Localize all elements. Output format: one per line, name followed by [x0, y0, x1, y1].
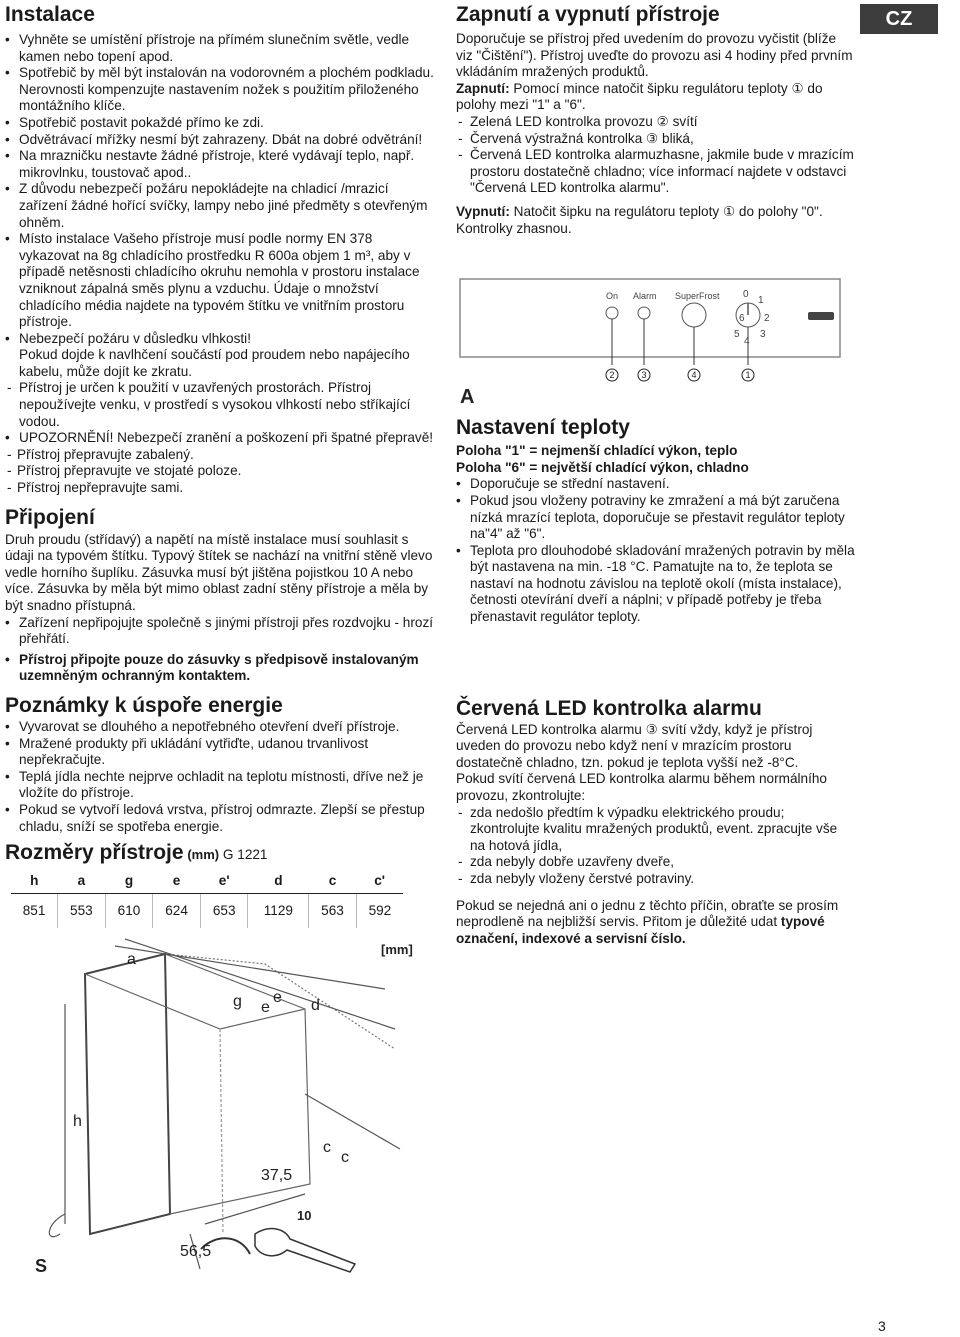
alarm-dash-item: - zda nebyly vloženy čerstvé potraviny.: [456, 871, 856, 888]
zapnuti-on: [456, 81, 856, 114]
dim-label-h: h: [73, 1112, 82, 1130]
dimensions-table: [11, 870, 403, 928]
instalace-item: • Spotřebič by měl být instalován na vodorovném a plochém podkladu. Nerovnosti kompenzujte nastavením nožek s použitím přiloženého montážního klíče.: [5, 65, 435, 115]
diagram-label-s: S: [35, 1255, 48, 1276]
alarm-intro: Červená LED kontrolka alarmu ③ svítí vždy, když je přístroj uveden do provozu nebo když není v mrazícím prostoru dostatečně chladno, tzn. pokud je teplota vyšší než -8°C.: [456, 721, 813, 770]
control-panel-diagram: [456, 275, 856, 405]
dim-label-d: d: [311, 996, 320, 1014]
panel-label-superfrost: SuperFrost: [675, 291, 720, 302]
dim-label-10: 10: [297, 1207, 312, 1223]
zapnuti-on-label: Zapnutí:: [456, 80, 510, 96]
instalace-item: • Místo instalace Vašeho přístroje musí podle normy EN 378 vykazovat na 8g chladícího prostředku R 600a objem 1 m³, aby v případě netěsnosti chladícího okruhu nemohla v prostoru instalace vzniknout zápalná směs plynu a vzduchu. Údaje o množství chladícího média najdete na typovém štítku ve vnitřním prostoru přístroje.: [5, 231, 435, 331]
dimension-value-cell: 624: [153, 894, 201, 928]
dial-mark: 3: [760, 329, 766, 341]
alarm-dash-item: - zda nebyly dobře uzavřeny dveře,: [456, 854, 856, 871]
instalace-item: • Z důvodu nebezpečí požáru nepokládejte na chladicí /mrazicí zařízení žádné hořící svíčky, lampy nebo jiné předměty s otevřeným ohněm.: [5, 181, 435, 231]
dimension-value-cell: 553: [58, 894, 106, 928]
instalace-item: • Vyhněte se umístění přístroje na přímém slunečním světle, vedle kamen nebo topení apod.: [5, 32, 435, 65]
dimension-header-cell: e': [200, 870, 248, 894]
alarm-check: Pokud svítí červená LED kontrolka alarmu během normálního provozu, zkontrolujte:: [456, 771, 827, 804]
zapnuti-dash-item: - Červená výstražná kontrolka ③ bliká,: [456, 131, 856, 148]
energie-list: [5, 719, 435, 835]
dial-mark: 2: [764, 313, 770, 325]
dial-mark: 1: [758, 295, 764, 307]
section-title-instalace: Instalace: [5, 3, 95, 26]
dimension-header-cell: g: [105, 870, 153, 894]
dimensions-diagram: [5, 934, 415, 1279]
section-title-rozmery: Rozměry přístroje: [5, 841, 184, 865]
dimension-header-cell: e: [153, 870, 201, 894]
zapnuti-dash-item: - Červená LED kontrolka alarmuzhasne, jakmile bude v mrazícím prostoru dostatečně chladno; více informací najdete v odstavci "Červená LED kontrolka alarmu".: [456, 147, 856, 197]
panel-label-on: On: [606, 291, 619, 302]
instalace-list: [5, 32, 435, 497]
zapnuti-dash-item: - Zelená LED kontrolka provozu ② svítí: [456, 114, 856, 131]
dim-label-a: a: [127, 950, 136, 968]
dim-label-565: 56,5: [180, 1242, 212, 1260]
dimension-value-cell: 592: [356, 894, 403, 928]
dimension-header-cell: h: [11, 870, 58, 894]
instalace-item: - Přístroj nepřepravujte sami.: [5, 480, 435, 497]
zapnuti-off: [456, 204, 856, 237]
section-title-alarm: Červená LED kontrolka alarmu: [456, 696, 762, 720]
dial-mark: 0: [743, 289, 749, 301]
rozmery-unit: (mm): [187, 847, 220, 863]
dim-label-e: e: [261, 998, 270, 1016]
instalace-item: - Přístroj je určen k použití v uzavřených prostorách. Přístroj nepoužívejte venku, v prostředí s vysokou vlhkostí nebo stříkající vodou.: [5, 380, 435, 430]
zapnuti-intro: Doporučuje se přístroj před uvedením do provozu vyčistit (blíže viz "Čištění"). Přístroj uveďte do provozu asi 4 hodiny před prvním vkládáním mražených produktů.: [456, 31, 853, 80]
dimension-value-cell: 610: [105, 894, 153, 928]
pripojeni-item-bold: • Přístroj připojte pouze do zásuvky s předpisově instalovaným uzemněným ochranným kontaktem.: [5, 652, 435, 685]
dial-mark: 6: [739, 313, 745, 325]
led-on-icon: [606, 307, 618, 319]
dimension-header-cell: c': [356, 870, 403, 894]
instalace-item: - Přístroj přepravujte ve stojaté poloze.: [5, 463, 435, 480]
section-title-energie: Poznámky k úspoře energie: [5, 693, 283, 717]
page-number: 3: [878, 1318, 886, 1334]
dim-label-g: g: [233, 992, 242, 1010]
panel-figure-label: A: [460, 386, 475, 406]
dial-mark: 5: [734, 329, 740, 341]
callout-marker: 3: [641, 370, 647, 381]
dimension-header-cell: a: [58, 870, 106, 894]
dim-label-c2: c: [341, 1148, 349, 1166]
alarm-service-text: Pokud se nejedná ani o jednu z těchto příčin, obraťte se prosím neprodleně na nejbližší servis. Přitom je důležité udat: [456, 897, 839, 930]
energie-item: • Vyvarovat se dlouhého a nepotřebného otevření dveří přístroje.: [5, 719, 435, 736]
dimension-value-cell: 851: [22, 902, 46, 918]
nastaveni-position-1: Poloha "1" = nejmenší chladící výkon, teplo: [456, 443, 738, 459]
dim-label-c: c: [323, 1138, 331, 1156]
energie-item: • Mražené produkty při ukládání vytřiďte, udanou trvanlivost nepřekračujte.: [5, 736, 435, 769]
panel-label-alarm: Alarm: [633, 291, 657, 302]
instalace-item: • Na mrazničku nestavte žádné přístroje, které vydávají teplo, např. mikrovlnku, toustovač apod..: [5, 148, 435, 181]
nastaveni-item: • Teplota pro dlouhodobé skladování mražených potravin by měla být nastavena na min. -18 °C. Pamatujte na to, že teplota se nastaví na hodnotu závislou na teplotě okolí (místa instalace), četnosti otevírání dveří a náplni; v případě potřeby je třeba přenastavit regulátor teploty.: [456, 543, 856, 626]
nastaveni-position-6: Poloha "6" = největší chladící výkon, chladno: [456, 459, 749, 475]
instalace-item: • UPOZORNĚNÍ! Nebezpečí zranění a poškození při špatné přepravě!: [5, 430, 435, 447]
instalace-item: • Odvětrávací mřížky nesmí být zahrazeny. Dbát na dobré odvětrání!: [5, 132, 435, 149]
dimension-value-cell: 563: [309, 894, 357, 928]
instalace-item: - Přístroj přepravujte zabalený.: [5, 447, 435, 464]
callout-marker: 4: [691, 370, 697, 381]
rozmery-heading: [5, 841, 435, 865]
dimension-header-cell: c: [309, 870, 357, 894]
energie-item: • Teplá jídla nechte nejprve ochladit na teplotu místnosti, dříve než je vložíte do přístroje.: [5, 769, 435, 802]
energie-item: • Pokud se vytvoří ledová vrstva, přístroj odmrazte. Zlepší se přestup chladu, sníží se spotřeba energie.: [5, 802, 435, 835]
alarm-service: [456, 898, 856, 948]
zapnuti-off-label: Vypnutí:: [456, 203, 510, 219]
zapnuti-on-text: Pomocí mince natočit šipku regulátoru teploty ① do polohy mezi "1" a "6".: [456, 80, 823, 113]
alarm-service-bold: typové označení, indexové a servisní číslo.: [456, 914, 825, 946]
alarm-dash-item: - zda nedošlo předtím k výpadku elektrického proudu; zkontrolujte kvalitu mražených produktů, event. zpracujte vše na hotová jídla,: [456, 805, 856, 855]
dimensions-value-row: [11, 894, 403, 928]
instalace-item: • Nebezpečí požáru v důsledku vlhkosti!: [5, 331, 435, 348]
left-column: [5, 0, 435, 1279]
dimension-header-cell: d: [248, 870, 309, 894]
pripojeni-text: Druh proudu (střídavý) a napětí na místě instalace musí souhlasit s údaji na typovém štítku. Typový štítek se nachází na vnitřní stěně vlevo vedle horního šuplíku. Zásuvka musí být jištěna pojistkou 10 A nebo více. Zásuvka by měla být mimo oblast zadní stěny přístroje a měla by být snadno přístupná.: [5, 531, 433, 613]
language-badge: CZ: [860, 4, 938, 34]
diagram-unit: [mm]: [381, 941, 413, 957]
pripojeni-item: • Zařízení nepřipojujte společně s jinými přístroji přes rozdvojku - hrozí přehřátí.: [5, 615, 435, 648]
dimensions-header-row: [11, 870, 403, 894]
instalace-item: Pokud dojde k navlhčení součástí pod proudem nebo napájecího kabelu, může dojít ke zkratu.: [19, 347, 410, 379]
led-alarm-icon: [638, 307, 650, 319]
rozmery-model: G 1221: [222, 847, 268, 863]
section-title-pripojeni: Připojení: [5, 505, 95, 529]
dim-label-375: 37,5: [261, 1166, 293, 1184]
dim-label-e2: e: [273, 988, 282, 1006]
dimension-value-cell: 653: [200, 894, 248, 928]
nastaveni-item: • Doporučuje se střední nastavení.: [456, 476, 856, 493]
instalace-item: • Spotřebič postavit pokaždé přímo ke zdi.: [5, 115, 435, 132]
dial-mark: 4: [744, 336, 750, 348]
callout-marker: 1: [745, 370, 751, 381]
callout-marker: 2: [609, 370, 615, 381]
panel-vent-icon: [808, 312, 834, 320]
section-title-nastaveni: Nastavení teploty: [456, 416, 630, 440]
nastaveni-item: • Pokud jsou vloženy potraviny ke zmražení a má být zaručena nízká mrazící teplota, doporučuje se přestavit regulátor teploty na"4" až "6".: [456, 493, 856, 543]
superfrost-button-icon[interactable]: [682, 303, 706, 327]
dimension-value-cell: 1129: [248, 894, 309, 928]
right-column: [456, 0, 856, 947]
zapnuti-off-text: Natočit šipku na regulátoru teploty ① do polohy "0". Kontrolky zhasnou.: [456, 203, 823, 236]
section-title-zapnuti: Zapnutí a vypnutí přístroje: [456, 3, 720, 26]
